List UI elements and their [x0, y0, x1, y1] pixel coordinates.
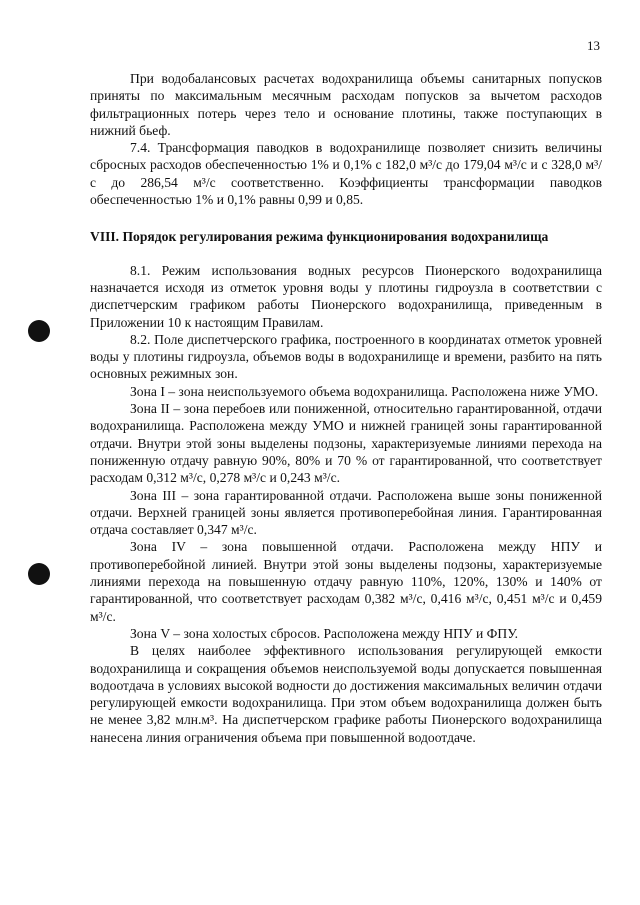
paragraph-8-2: 8.2. Поле диспетчерского графика, построенного в координатах отметок уровней воды у плотины гидроузла, объемов воды в водохранилище и времени, разбито на пять основных режимных зон.	[90, 331, 602, 382]
punch-hole-icon	[28, 563, 50, 585]
paragraph-zone-5: Зона V – зона холостых сбросов. Расположена между НПУ и ФПУ.	[130, 625, 519, 641]
paragraph-sanitary-releases: При водобалансовых расчетах водохранилища объемы санитарных попусков приняты по максимальным месячным расходам попусков за вычетом расходов фильтрационных потерь через тело и основание плотины, также поступающих в нижний бьеф.	[90, 71, 602, 138]
paragraph-zone-2: Зона II – зона перебоев или пониженной, относительно гарантированной, отдачи водохранилища. Расположена между УМО и нижней границей зоны гарантированной отдачи. Внутри этой зоны выделены подзоны, характеризуемые линиями перехода на пониженную отдачу равную 90%, 80% и 70 % от гарантированной, что соответствует расходам 0,312 м³/с, 0,278 м³/с и 0,243 м³/с.	[90, 401, 602, 486]
punch-hole-icon	[28, 320, 50, 342]
page-number: 13	[587, 38, 600, 53]
paragraph-7-4: 7.4. Трансформация паводков в водохранилище позволяет снизить величины сбросных расходов обеспеченностью 1% и 0,1% с 182,0 м³/с до 179,04 м³/с и с 328,0 м³/с до 286,54 м³/с соответственно. Коэффициенты трансформации паводков обеспеченностью 1% и 0,1% равны 0,99 и 0,85.	[90, 140, 602, 208]
paragraph-zone-1: Зона I – зона неиспользуемого объема водохранилища. Расположена ниже УМО.	[130, 383, 599, 399]
section-heading: VIII. Порядок регулирования режима функционирования водохранилища	[90, 229, 549, 245]
document-body	[90, 70, 602, 746]
paragraph-8-1: 8.1. Режим использования водных ресурсов Пионерского водохранилища назначается исходя из отметок уровня воды у плотины гидроузла в соответствии с диспетчерским графиком работы Пионерского водохранилища, приведенным в Приложении 10 к настоящим Правилам.	[90, 262, 602, 330]
paragraph-increased-release: В целях наиболее эффективного использования регулирующей емкости водохранилища и сокращения объемов неиспользуемой воды допускается повышенная водоотдача в условиях высокой водности до достижения максимальных величин отдачи регулирующей емкости водохранилища. При этом объем водохранилища должен быть не менее 3,82 млн.м³. На диспетчерском графике работы Пионерского водохранилища нанесена линия ограничения объема при повышенной водоотдаче.	[90, 643, 602, 745]
paragraph-zone-3: Зона III – зона гарантированной отдачи. Расположена выше зоны пониженной отдачи. Верхней границей зоны является противоперебойная линия. Гарантированная отдача составляет 0,347 м³/с.	[90, 487, 602, 538]
paragraph-zone-4: Зона IV – зона повышенной отдачи. Расположена между НПУ и противоперебойной линией. Внутри этой зоны выделены подзоны, характеризуемые линиями перехода на повышенную отдачу равную 110%, 120%, 130% и 140% от гарантированной, что соответствует расходам 0,382 м³/с, 0,416 м³/с, 0,451 м³/с и 0,459 м³/с.	[90, 539, 602, 624]
